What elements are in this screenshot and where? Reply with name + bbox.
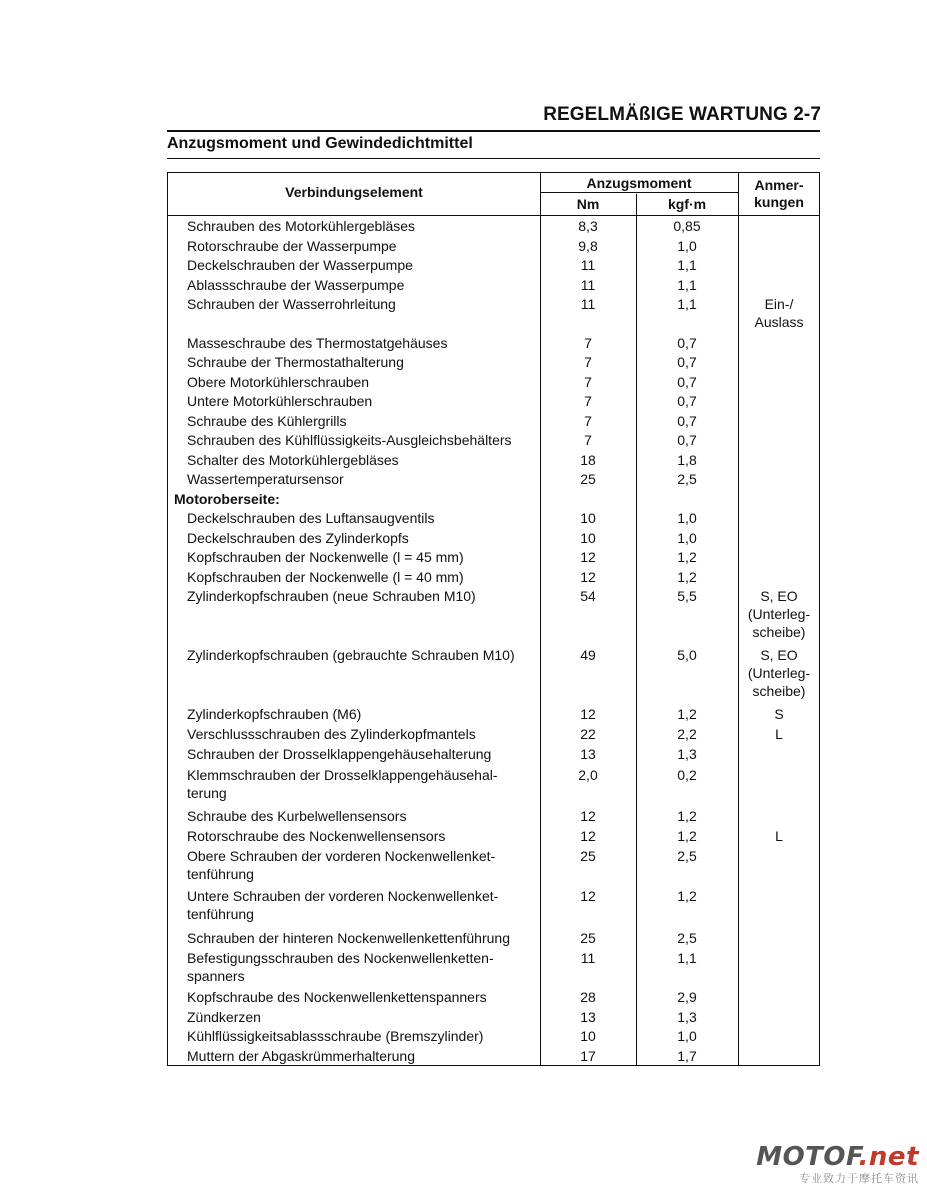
- column-header-remarks: Anmer- kungen: [754, 177, 804, 210]
- row-torque-nm: 9,8: [578, 238, 598, 254]
- row-description: Schrauben der Wasserrohrleitung: [187, 296, 396, 312]
- row-torque-kgf: 1,2: [677, 569, 697, 585]
- row-torque-kgf: 0,85: [673, 218, 701, 234]
- row-torque-kgf: 2,5: [677, 930, 697, 946]
- row-description: Muttern der Abgaskrümmerhalterung: [187, 1048, 415, 1064]
- row-description: Schalter des Motorkühlergebläses: [187, 452, 399, 468]
- row-torque-kgf: 0,7: [677, 413, 697, 429]
- row-description: Wassertemperatursensor: [187, 471, 344, 487]
- row-torque-nm: 28: [580, 989, 596, 1005]
- row-torque-kgf: 1,3: [677, 1009, 697, 1025]
- row-torque-kgf: 2,5: [677, 471, 697, 487]
- row-description: Zündkerzen: [187, 1009, 261, 1025]
- row-description: Schrauben des Kühlflüssigkeits-Ausgleichsbehälters: [187, 432, 512, 448]
- row-description: Schrauben der Drosselklappengehäusehalterung: [187, 746, 492, 762]
- row-remarks: L: [775, 726, 783, 742]
- row-torque-nm: 8,3: [578, 218, 598, 234]
- row-torque-kgf: 0,7: [677, 374, 697, 390]
- row-description: Deckelschrauben des Luftansaugventils: [187, 510, 435, 526]
- watermark-logo-main: MOTOF: [756, 1142, 859, 1172]
- row-torque-nm: 7: [584, 374, 592, 390]
- row-torque-nm: 7: [584, 413, 592, 429]
- row-torque-nm: 12: [580, 808, 596, 824]
- row-torque-kgf: 1,2: [677, 888, 697, 904]
- row-torque-kgf: 0,7: [677, 432, 697, 448]
- row-torque-nm: 7: [584, 354, 592, 370]
- watermark: [756, 1142, 919, 1186]
- row-torque-nm: 18: [580, 452, 596, 468]
- row-torque-kgf: 0,7: [677, 354, 697, 370]
- header-rule: [167, 130, 820, 132]
- row-torque-nm: 2,0: [578, 767, 598, 783]
- row-torque-kgf: 1,8: [677, 452, 697, 468]
- row-description: Verschlussschrauben des Zylinderkopfmantels: [187, 726, 476, 742]
- row-torque-kgf: 1,1: [677, 296, 697, 312]
- row-torque-kgf: 1,2: [677, 828, 697, 844]
- row-torque-nm: 25: [580, 471, 596, 487]
- row-torque-kgf: 1,0: [677, 530, 697, 546]
- row-torque-nm: 12: [580, 888, 596, 904]
- row-torque-kgf: 1,2: [677, 706, 697, 722]
- row-description: Kopfschraube des Nockenwellenkettenspanners: [187, 989, 487, 1005]
- row-remarks: S, EO (Unterleg- scheibe): [747, 588, 811, 640]
- row-torque-kgf: 2,5: [677, 848, 697, 864]
- row-torque-kgf: 0,7: [677, 335, 697, 351]
- row-remarks: S, EO (Unterleg- scheibe): [747, 647, 811, 699]
- row-torque-nm: 13: [580, 1009, 596, 1025]
- torque-subheader-rule: [540, 192, 738, 193]
- row-torque-nm: 12: [580, 569, 596, 585]
- row-torque-kgf: 1,0: [677, 510, 697, 526]
- header-bottom-rule: [168, 215, 819, 216]
- row-description: Rotorschraube der Wasserpumpe: [187, 238, 397, 254]
- row-remarks: Ein-/ Auslass: [754, 296, 804, 330]
- row-torque-kgf: 1,2: [677, 808, 697, 824]
- row-torque-kgf: 5,5: [677, 588, 697, 604]
- row-torque-kgf: 1,0: [677, 238, 697, 254]
- row-torque-nm: 7: [584, 335, 592, 351]
- row-description: Deckelschrauben des Zylinderkopfs: [187, 530, 409, 546]
- row-torque-kgf: 2,9: [677, 989, 697, 1005]
- row-description: Schraube des Kühlergrills: [187, 413, 347, 429]
- row-torque-nm: 10: [580, 1028, 596, 1044]
- row-description: Obere Motorkühlerschrauben: [187, 374, 370, 390]
- row-torque-nm: 12: [580, 828, 596, 844]
- row-torque-kgf: 5,0: [677, 647, 697, 663]
- watermark-logo: [756, 1142, 919, 1172]
- row-description: Schrauben der hinteren Nockenwellenkettenführung: [187, 930, 510, 946]
- row-torque-nm: 13: [580, 746, 596, 762]
- watermark-logo-dot: .net: [858, 1142, 919, 1172]
- row-remarks: L: [775, 828, 783, 844]
- row-description: Kopfschrauben der Nockenwelle (l = 45 mm): [187, 549, 464, 565]
- row-description: Untere Schrauben der vorderen Nockenwellenket- tenführung: [187, 888, 499, 922]
- row-description: Zylinderkopfschrauben (gebrauchte Schrauben M10): [187, 647, 515, 663]
- row-torque-nm: 11: [580, 296, 596, 312]
- row-torque-nm: 12: [580, 549, 596, 565]
- section-rule: [167, 158, 820, 159]
- row-torque-nm: 11: [580, 277, 596, 293]
- column-header-torque: Anzugsmoment: [586, 175, 692, 191]
- row-description: Schrauben des Motorkühlergebläses: [187, 218, 416, 234]
- row-description: Klemmschrauben der Drosselklappengehäusehal- terung: [187, 767, 498, 801]
- row-torque-nm: 22: [580, 726, 596, 742]
- column-header-kgf: kgf·m: [667, 196, 707, 212]
- watermark-subtitle: 专业致力于摩托车资讯: [799, 1173, 919, 1185]
- row-description: Deckelschrauben der Wasserpumpe: [187, 257, 413, 273]
- row-torque-nm: 11: [580, 950, 596, 966]
- row-torque-kgf: 1,1: [677, 277, 697, 293]
- row-torque-nm: 10: [580, 510, 596, 526]
- row-description: Schraube der Thermostathalterung: [187, 354, 404, 370]
- row-description: Zylinderkopfschrauben (neue Schrauben M10): [187, 588, 476, 604]
- row-description: Kopfschrauben der Nockenwelle (l = 40 mm): [187, 569, 464, 585]
- row-torque-nm: 49: [580, 647, 596, 663]
- row-description: Untere Motorkühlerschrauben: [187, 393, 373, 409]
- row-torque-nm: 12: [580, 706, 596, 722]
- row-torque-nm: 25: [580, 930, 596, 946]
- row-torque-nm: 10: [580, 530, 596, 546]
- row-torque-kgf: 0,2: [677, 767, 697, 783]
- row-torque-nm: 7: [584, 432, 592, 448]
- column-header-nm: Nm: [576, 196, 600, 212]
- row-torque-nm: 17: [580, 1048, 596, 1064]
- row-remarks: S: [774, 706, 784, 722]
- row-torque-kgf: 1,7: [677, 1048, 697, 1064]
- row-description: Zylinderkopfschrauben (M6): [187, 706, 362, 722]
- row-description: Kühlflüssigkeitsablassschraube (Bremszylinder): [187, 1028, 484, 1044]
- row-torque-kgf: 0,7: [677, 393, 697, 409]
- row-description: Masseschraube des Thermostatgehäuses: [187, 335, 448, 351]
- row-torque-nm: 7: [584, 393, 592, 409]
- row-torque-kgf: 2,2: [677, 726, 697, 742]
- section-title: Anzugsmoment und Gewindedichtmittel: [167, 135, 473, 152]
- row-torque-kgf: 1,3: [677, 746, 697, 762]
- torque-table: [167, 172, 820, 1066]
- row-description: Befestigungsschrauben des Nockenwellenketten- spanners: [187, 950, 494, 984]
- row-torque-kgf: 1,0: [677, 1028, 697, 1044]
- row-description: Schraube des Kurbelwellensensors: [187, 808, 407, 824]
- row-torque-kgf: 1,1: [677, 950, 697, 966]
- row-description: Rotorschraube des Nockenwellensensors: [187, 828, 446, 844]
- page-header-title: REGELMÄßIGE WARTUNG 2-7: [543, 104, 821, 125]
- row-description: Obere Schrauben der vorderen Nockenwellenket- tenführung: [187, 848, 496, 882]
- group-heading: Motoroberseite:: [174, 491, 280, 507]
- column-header-element: Verbindungselement: [285, 184, 423, 200]
- row-torque-nm: 25: [580, 848, 596, 864]
- row-description: Ablassschraube der Wasserpumpe: [187, 277, 405, 293]
- row-torque-kgf: 1,1: [677, 257, 697, 273]
- row-torque-nm: 11: [580, 257, 596, 273]
- row-torque-nm: 54: [580, 588, 596, 604]
- row-torque-kgf: 1,2: [677, 549, 697, 565]
